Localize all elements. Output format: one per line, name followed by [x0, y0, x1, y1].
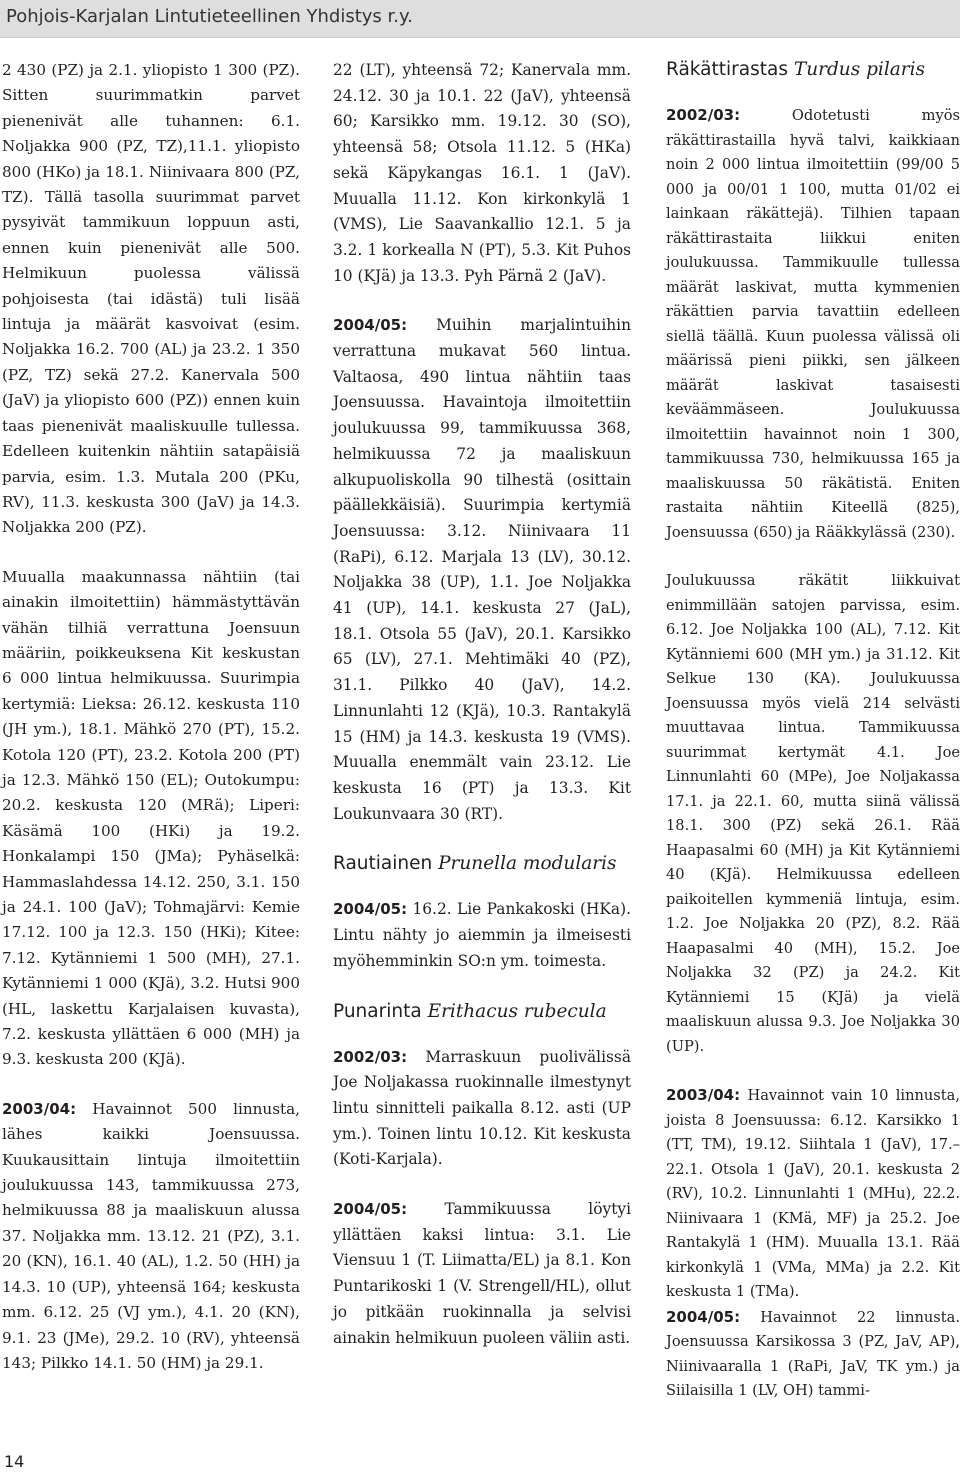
paragraph-text: Havainnot 500 linnusta, lähes kaikki Joensuussa. Kuukausittain lintuja ilmoitettiin joulukuussa 143, tammikuussa 273, helmikuussa 88 ja maaliskuun alussa 37. Noljakka mm. 13.12. 21 (PZ), 3.1. 20 (KN), 16.1. 40 (AL), 1.2. 50 (HH) ja 14.3. 10 (UP), yhteensä 164; keskusta mm. 6.12. 25 (VJ ym.), 4.1. 20 (KN), 9.1. 23 (JMe), 29.2. 10 (RV), yhteensä 143; Pilkko 14.1. 50 (HM) ja 29.1.	[2, 1099, 300, 1372]
paragraph	[2, 1097, 300, 1376]
species-latin: Erithacus rubecula	[427, 1000, 607, 1022]
paragraph-text: Marraskuun puolivälissä Joe Noljakassa ruokinnalle ilmestynyt lintu sinnitteli paikalla 8.12. asti (UP ym.). Toinen lintu 10.12. Kit keskusta (Koti-Karjala).	[333, 1047, 631, 1169]
paragraph-text: 16.2. Lie Pankakoski (HKa). Lintu nähty jo aiemmin ja ilmeisesti myöhemminkin SO:n ym. toimesta.	[333, 900, 631, 970]
season-label: 2004/05:	[666, 1307, 741, 1326]
paragraph: 22 (LT), yhteensä 72; Kanervala mm. 24.12. 30 ja 10.1. 22 (JaV), yhteensä 60; Karsikko mm. 19.12. 30 (SO), yhteensä 58; Otsola 11.12. 5 (HKa) sekä Käpykangas 16.1. 1 (JaV). Muualla 11.12. Kon kirkonkylä 1 (VMS), Lie Saavankallio 12.1. 5 ja 3.2. 1 korkealla N (PT), 5.3. Kit Puhos 10 (KJä) ja 13.3. Pyh Pärnä 2 (JaV).	[333, 61, 631, 285]
paragraph-text: Odotetusti myös räkättirastailla hyvä talvi, kaikkiaan noin 2 000 lintua ilmoitettiin (99/00 5 000 ja 00/01 1 100, mutta 01/02 ei lainkaan räkättejä). Tilhien tapaan räkättirastaita liikkui eniten joulukuussa. Tammikuulle tullessa määrät laskivat, mutta kymmenien räkättien parvia tavattiin edelleen siellä täällä. Kuun puolessa välissä oli määrissä pieni piikki, sen jälkeen määrät laskivat tasaisesti keväämmäseen.	[666, 107, 960, 418]
season-label: 2002/03:	[666, 106, 741, 124]
season-label: 2004/05:	[333, 316, 408, 335]
page-number: 14	[4, 1452, 25, 1471]
paragraph	[333, 897, 631, 974]
species-heading-rakattirastas	[666, 57, 960, 83]
season-label: 2003/04:	[2, 1099, 77, 1118]
paragraph: 2 430 (PZ) ja 2.1. yliopisto 1 300 (PZ). Sitten suurimmatkin parvet pienenivät alle tuhannen: 6.1. Noljakka 900 (PZ, TZ),11.1. yliopisto 800 (HKo) ja 18.1. Niinivaara 800 (PZ, TZ). Tällä tasolla suurimmat parvet pysyivät tammikuun loppuun asti, ennen kuin pienenivät alle 500. Helmikuun puolessa välissä pohjoisesta (tai idästä) tuli lisää lintuja ja määrät kasvoivat (esim. Noljakka 16.2. 700 (AL) ja 23.2. 1 350 (PZ, TZ) sekä 27.2. Kanervala 500 (JaV) ja yliopisto 600 (PZ)) ennen kuin taas pienenivät maaliskuulle tullessa. Edelleen kuitenkin nähtiin satapäisiä parvia, esim. 1.3. Mutala 200 (PKu, RV), 11.3. keskusta 300 (JaV) ja 14.3. Noljakka 200 (PZ).	[2, 61, 300, 537]
paragraph: Joulukuussa räkätit liikkuivat enimmillään satojen parvissa, esim. 6.12. Joe Noljakka 100 (AL), 7.12. Kit Kytänniemi 600 (MH ym.) ja 31.12. Kit Selkue 130 (KA). Joulukuussa Joensuussa myös vielä 214 selvästi muuttavaa lintua. Tammikuussa suurimmat kertymät 4.1. Joe Linnunlahti 60 (MPe), Joe Noljakassa 17.1. ja 22.1. 60, mutta siinä välissä 18.1. 300 (PZ) sekä 26.1. Rää Haapasalmi 60 (MH) ja Kit Kytänniemi 40 (KJä). Helmikuussa edelleen paikoitellen kymmeniä lintuja, esim. 1.2. Joe Noljakka 20 (PZ), 8.2. Rää Haapasalmi 40 (MH), 15.2. Joe Noljakka 32 (PZ) ja 24.2. Kit Kytänniemi 15 (KJä) ja vielä maaliskuun alussa 9.3. Joe Noljakka 30 (UP).	[666, 572, 960, 1055]
paragraph: Muualla maakunnassa nähtiin (tai ainakin ilmoitettiin) hämmästyttävän vähän tilhiä verrattuna Joensuun määriin, poikkeuksena Kit keskustan 6 000 lintua helmikuussa. Suurimpia kertymiä: Lieksa: 26.12. keskusta 110 (JH ym.), 18.1. Mähkö 270 (PT), 15.2. Kotola 120 (PT), 23.2. Kotola 200 (PT) ja 12.3. Mähkö 150 (EL); Outokumpu: 20.2. keskusta 120 (MRä); Liperi: Käsämä 100 (HKi) ja 19.2. Honkalampi 150 (JMa); Pyhäselkä: Hammaslahdessa 14.12. 250, 3.1. 150 ja 24.1. 100 (JaV); Tohmajärvi: Kemie 17.12. 100 ja 12.3. 150 (HKi); Kitee: 7.12. Kytänniemi 1 500 (MH), 27.1. Kytänniemi 1 000 (KJä), 3.2. Hutsi 900 (HL, laskettu Karjalaisen kuvasta), 7.2. keskusta yllättäen 6 000 (MH) ja 9.3. keskusta 200 (KJä).	[2, 567, 300, 1069]
paragraph-text: Muihin marjalintuihin verrattuna mukavat 560 lintua. Valtaosa, 490 lintua nähtiin taas Joensuussa. Havaintoja ilmoitettiin joulukuussa 99, tammikuussa 368, helmikuussa 72 ja maaliskuun alkupuoliskolla 90 tilhestä (osittain päällekkäisiä). Suurimpia kertymiä Joensuussa: 3.12. Niinivaara 11 (RaPi), 6.12. Marjala 13 (LV), 30.12. Noljakka 38 (UP), 1.1. Joe Noljakka 41 (UP), 14.1. keskusta 27 (JaL), 18.1. Otsola 55 (JaV), 20.1. Karsikko 65 (LV), 27.1. Mehtimäki 40 (PZ), 31.1. Pilkko 40 (JaV), 14.2. Linnunlahti 12 (KJä), 10.3. Rantakylä 15 (HM) ja 14.3. keskusta 19 (VMS). Muualla enemmält vain 23.12. Lie keskusta 16 (PT) ja 13.3. Kit Loukunvaara 30 (RT).	[333, 316, 631, 823]
column-2	[333, 58, 631, 1375]
paragraph	[666, 103, 960, 545]
species-name: Rautiainen	[333, 853, 439, 875]
season-label: 2003/04:	[666, 1086, 741, 1104]
species-name: Räkättirastas	[666, 59, 794, 80]
paragraph	[666, 1305, 960, 1404]
column-3	[666, 58, 960, 1428]
site-header	[0, 0, 960, 38]
site-title: Pohjois-Karjalan Lintutieteellinen Yhdistys r.y.	[6, 6, 413, 27]
paragraph	[333, 1197, 631, 1351]
season-label: 2004/05:	[333, 900, 408, 919]
species-latin: Turdus pilaris	[793, 59, 926, 80]
species-name: Punarinta	[333, 1000, 428, 1022]
paragraph-text: Tammikuussa löytyi yllättäen kaksi lintua: 3.1. Lie Viensuu 1 (T. Liimatta/EL) ja 8.1. Kon Puntarikoski 1 (V. Strengell/HL), ollut jo pitkään ruokinnalla ja selvisi ainakin helmikuun puoleen väliin asti.	[333, 1200, 631, 1347]
season-label: 2002/03:	[333, 1047, 408, 1066]
column-1	[2, 58, 300, 1400]
species-heading-rautiainen	[333, 851, 631, 877]
paragraph-text: Joulukuussa ilmoitettiin havainnot noin 1 300, tammikuussa 730, helmikuussa 165 ja maaliskuussa 50 räkätistä. Eniten rastaita nähtiin Kiteellä (825), Joensuussa (650) ja Rääkkylässä (230).	[666, 401, 960, 541]
paragraph	[666, 1083, 960, 1305]
paragraph-text: Havainnot vain 10 linnusta, joista 8 Joensuussa: 6.12. Karsikko 1 (TT, TM), 19.12. Siihtala 1 (JaV), 17.–22.1. Otsola 1 (JaV), 20.1. keskusta 2 (RV), 10.2. Linnunlahti 1 (MHu), 22.2. Niinivaara 1 (KMä, MF) ja 25.2. Joe Rantakylä 1 (HM). Muualla 13.1. Rää kirkonkylä 1 (VMa, MMa) ja 2.2. Kit keskusta 1 (TMa).	[666, 1087, 960, 1300]
paragraph	[333, 1045, 631, 1174]
paragraph-text: Havainnot 22 linnusta. Joensuussa Karsikossa 3 (PZ, JaV, AP), Niinivaaralla 1 (RaPi, JaV, TK ym.) ja Siilaisilla 1 (LV, OH) tammi-	[666, 1308, 960, 1399]
species-latin: Prunella modularis	[438, 853, 617, 875]
season-label: 2004/05:	[333, 1200, 408, 1219]
species-heading-punarinta	[333, 999, 631, 1025]
paragraph	[333, 313, 631, 827]
